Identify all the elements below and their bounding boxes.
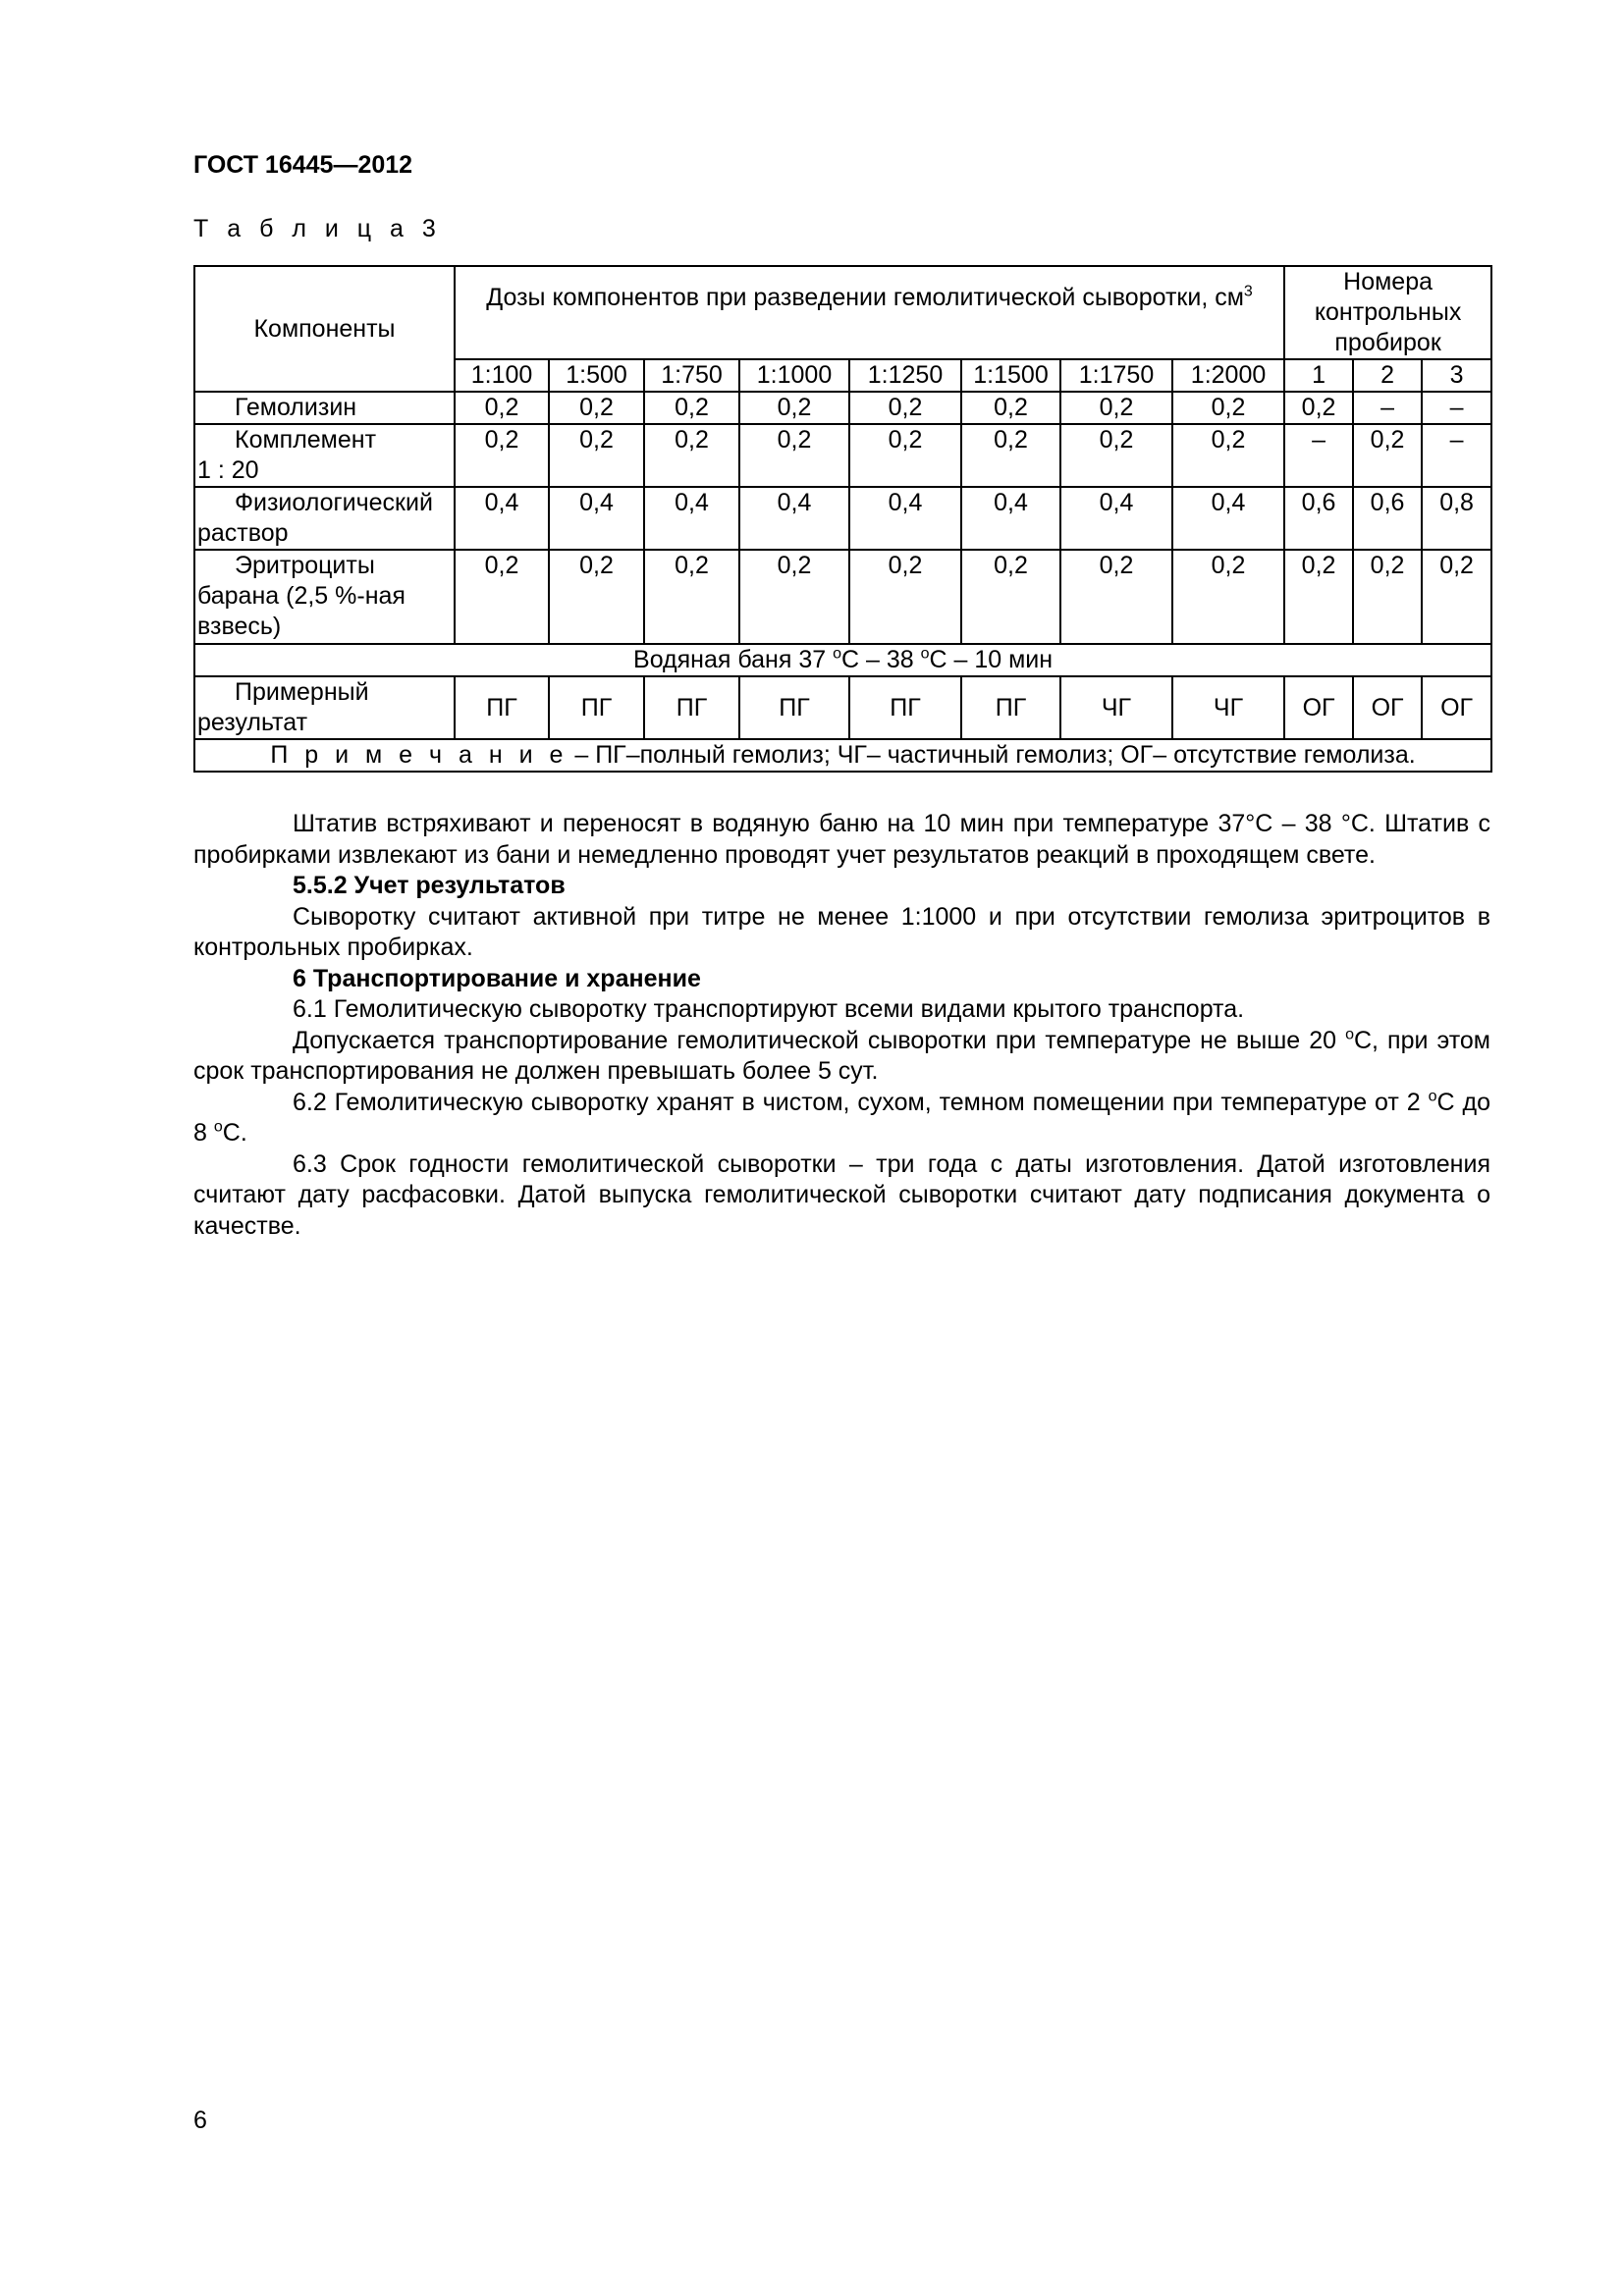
result-cell: ПГ bbox=[549, 676, 644, 739]
dose-cell: 0,4 bbox=[455, 487, 549, 550]
tube-number-cell: 2 bbox=[1353, 359, 1422, 392]
control-cell: – bbox=[1353, 392, 1422, 424]
tube-number-cell: 3 bbox=[1422, 359, 1491, 392]
dose-cell: 0,2 bbox=[739, 550, 849, 644]
components-table bbox=[193, 265, 1492, 773]
dose-cell: 0,2 bbox=[739, 424, 849, 487]
control-cell: – bbox=[1284, 424, 1353, 487]
control-cell: 0,2 bbox=[1353, 424, 1422, 487]
tube-number-cell: 1 bbox=[1284, 359, 1353, 392]
dose-cell: 0,2 bbox=[644, 424, 739, 487]
control-cell: – bbox=[1422, 424, 1491, 487]
dose-cell: 0,2 bbox=[455, 392, 549, 424]
paragraph: Штатив встряхивают и переносят в водяную баню на 10 мин при температуре 37°С – 38 °С. Штатив с пробирками извлекают из бани и немедленно проводят учет результатов реакций в проходящем свете. bbox=[193, 810, 1490, 869]
document-header: ГОСТ 16445—2012 bbox=[193, 151, 413, 179]
table-row bbox=[194, 424, 1491, 487]
table-caption: Т а б л и ц а 3 bbox=[193, 215, 442, 242]
result-cell: ПГ bbox=[455, 676, 549, 739]
dose-cell: 0,2 bbox=[961, 392, 1060, 424]
dose-cell: 0,4 bbox=[1172, 487, 1284, 550]
dose-cell: 0,4 bbox=[549, 487, 644, 550]
result-cell: ЧГ bbox=[1172, 676, 1284, 739]
control-cell: – bbox=[1422, 392, 1491, 424]
page-number: 6 bbox=[193, 2107, 207, 2134]
header-doses: Дозы компонентов при разведении гемолитической сыворотки, $см^3$ bbox=[455, 266, 1284, 359]
result-cell: ПГ bbox=[739, 676, 849, 739]
table-note: П р и м е ч а н и е – ПГ–полный гемолиз; ЧГ– частичный гемолиз; ОГ– отсутствие гемолиза. bbox=[194, 739, 1491, 772]
result-cell: ЧГ bbox=[1060, 676, 1172, 739]
paragraph: 6.3 Срок годности гемолитической сыворотки – три года с даты изготовления. Датой изготовления считают дату расфасовки. Датой выпуска гемолитической сыворотки считают дату подписания документа о качестве. bbox=[193, 1149, 1490, 1240]
result-row bbox=[194, 676, 1491, 739]
dose-cell: 0,2 bbox=[961, 424, 1060, 487]
dilution-cell: 1:750 bbox=[644, 359, 739, 392]
component-label: Физиологический раствор bbox=[194, 487, 455, 550]
result-cell: ПГ bbox=[849, 676, 961, 739]
table-row bbox=[194, 550, 1491, 644]
control-cell: 0,6 bbox=[1353, 487, 1422, 550]
control-result-cell: ОГ bbox=[1422, 676, 1491, 739]
control-result-cell: ОГ bbox=[1353, 676, 1422, 739]
result-cell: ПГ bbox=[644, 676, 739, 739]
dose-cell: 0,2 bbox=[961, 550, 1060, 644]
dose-cell: 0,2 bbox=[455, 550, 549, 644]
dose-cell: 0,2 bbox=[549, 550, 644, 644]
control-cell: 0,2 bbox=[1284, 550, 1353, 644]
section-heading: 6 Транспортирование и хранение bbox=[293, 964, 701, 992]
control-cell: 0,2 bbox=[1422, 550, 1491, 644]
water-bath-cell: Водяная баня 37 $^о$С – 38 $^о$С – 10 мин bbox=[194, 644, 1491, 676]
control-result-cell: ОГ bbox=[1284, 676, 1353, 739]
dose-cell: 0,2 bbox=[739, 392, 849, 424]
dose-cell: 0,2 bbox=[549, 392, 644, 424]
component-label: Эритроциты барана (2,5 %-ная взвесь) bbox=[194, 550, 455, 644]
note-row bbox=[194, 739, 1491, 772]
dose-cell: 0,2 bbox=[1172, 550, 1284, 644]
dose-cell: 0,2 bbox=[1172, 424, 1284, 487]
paragraph: Допускается транспортирование гемолитической сыворотки при температуре не выше 20 $^о$С, при этом срок транспортирования не должен превышать более 5 сут. bbox=[193, 1026, 1490, 1085]
dose-cell: 0,2 bbox=[644, 550, 739, 644]
dilution-cell: 1:2000 bbox=[1172, 359, 1284, 392]
component-label: Комплемент 1 : 20 bbox=[194, 424, 455, 487]
paragraph: 6.1 Гемолитическую сыворотку транспортируют всеми видами крытого транспорта. bbox=[293, 995, 1245, 1023]
dose-cell: 0,2 bbox=[455, 424, 549, 487]
dose-cell: 0,4 bbox=[1060, 487, 1172, 550]
dose-cell: 0,2 bbox=[1060, 550, 1172, 644]
dose-cell: 0,2 bbox=[1060, 392, 1172, 424]
table-row bbox=[194, 392, 1491, 424]
paragraph: 6.2 Гемолитическую сыворотку хранят в чистом, сухом, темном помещении при температуре от 2 $^о$С до 8 $^о$С. bbox=[193, 1088, 1490, 1147]
result-cell: ПГ bbox=[961, 676, 1060, 739]
body-text bbox=[193, 809, 1490, 1242]
control-cell: 0,8 bbox=[1422, 487, 1491, 550]
component-label: Примерный результат bbox=[194, 676, 455, 739]
paragraph: Сыворотку считают активной при титре не менее 1:1000 и при отсутствии гемолиза эритроцитов в контрольных пробирках. bbox=[193, 902, 1490, 961]
dose-cell: 0,2 bbox=[849, 424, 961, 487]
dose-cell: 0,4 bbox=[739, 487, 849, 550]
dose-cell: 0,2 bbox=[644, 392, 739, 424]
dose-cell: 0,2 bbox=[849, 550, 961, 644]
control-cell: 0,6 bbox=[1284, 487, 1353, 550]
section-heading: 5.5.2 Учет результатов bbox=[293, 872, 566, 899]
dilution-cell: 1:1500 bbox=[961, 359, 1060, 392]
dilution-cell: 1:1750 bbox=[1060, 359, 1172, 392]
dose-cell: 0,4 bbox=[849, 487, 961, 550]
dose-cell: 0,4 bbox=[961, 487, 1060, 550]
dilution-cell: 1:1000 bbox=[739, 359, 849, 392]
dose-cell: 0,2 bbox=[1172, 392, 1284, 424]
dilution-cell: 1:1250 bbox=[849, 359, 961, 392]
header-control-tubes: Номера контрольных пробирок bbox=[1284, 266, 1491, 359]
water-bath-row bbox=[194, 644, 1491, 676]
dose-cell: 0,2 bbox=[549, 424, 644, 487]
dose-cell: 0,4 bbox=[644, 487, 739, 550]
control-cell: 0,2 bbox=[1353, 550, 1422, 644]
dose-cell: 0,2 bbox=[1060, 424, 1172, 487]
dose-cell: 0,2 bbox=[849, 392, 961, 424]
component-label: Гемолизин bbox=[194, 392, 455, 424]
dilution-cell: 1:100 bbox=[455, 359, 549, 392]
dilution-cell: 1:500 bbox=[549, 359, 644, 392]
table-row bbox=[194, 487, 1491, 550]
header-components: Компоненты bbox=[194, 266, 455, 392]
control-cell: 0,2 bbox=[1284, 392, 1353, 424]
